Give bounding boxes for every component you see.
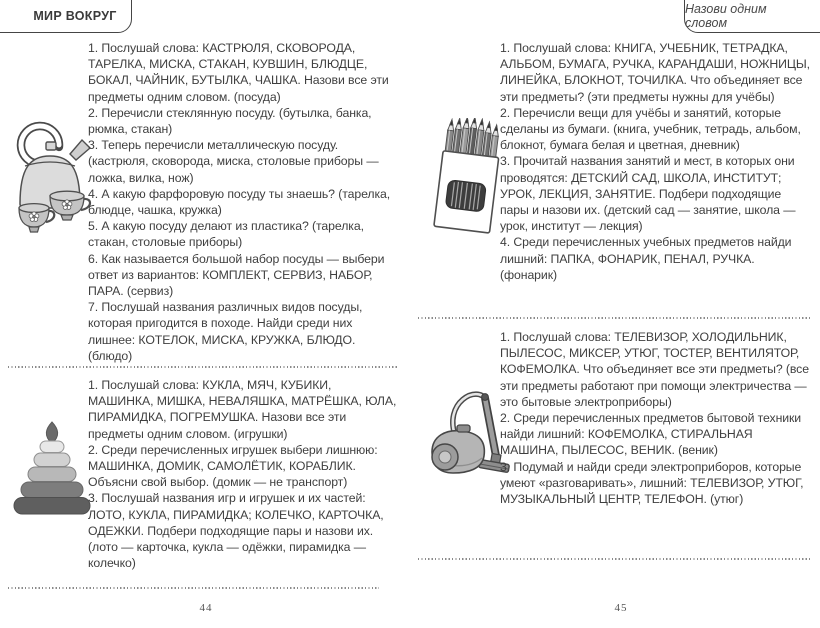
dashed-divider xyxy=(8,587,379,589)
vacuum-cleaner-illustration xyxy=(424,382,510,480)
exercise-item: 1. Послушай слова: ТЕЛЕВИЗОР, ХОЛОДИЛЬНИК, ПЫЛЕСОС, МИКСЕР, УТЮГ, ТОСТЕР, ВЕНТИЛЯТОР, КОФЕМОЛКА. Что объединяет все эти предметы? (все эти предметы работают при помощи электричества — это бытовые электроприборы) xyxy=(500,330,809,409)
teapot-icon xyxy=(6,112,94,242)
exercise-section-toys xyxy=(88,377,397,571)
exercise-item: 3. Прочитай названия занятий и мест, в которых они проводятся: ДЕТСКИЙ САД, ШКОЛА, ИНСТИТУТ; УРОК, ЛЕКЦИЯ, ЗАНЯТИЕ. Подбери подходящие пары и назови их. (детский сад — занятие, школа — урок, институт — лекция) xyxy=(500,154,796,234)
exercise-item: 2. Перечисли стеклянную посуду. (бутылка, банка, рюмка, стакан) xyxy=(88,105,372,137)
exercise-item: 4. Среди перечисленных учебных предметов найди лишний: ПАПКА, ФОНАРИК, ПЕНАЛ, РУЧКА. (фонарик) xyxy=(500,235,792,282)
pyramid-toy-illustration xyxy=(12,420,92,516)
exercise-section-dishes xyxy=(88,40,397,364)
exercise-section-appliances xyxy=(500,329,812,507)
exercise-item: 2. Среди перечисленных предметов бытовой техники найди лишний: КОФЕМОЛКА, СТИРАЛЬНАЯ МАШИНА, ПЫЛЕСОС, ВЕНИК. (веник) xyxy=(500,411,802,458)
chapter-title: Назови одним словом xyxy=(685,1,767,30)
teapot-and-teacups-illustration xyxy=(6,112,94,242)
exercise-item: 1. Послушай слова: КАСТРЮЛЯ, СКОВОРОДА, ТАРЕЛКА, МИСКА, СТАКАН, КУВШИН, БЛЮДЦЕ, БОКАЛ, ЧАЙНИК, БУТЫЛКА, ЧАШКА. Назови все эти предметы одним словом. (посуда) xyxy=(88,41,389,104)
series-title: МИР ВОКРУГ xyxy=(33,8,117,23)
dashed-divider xyxy=(8,366,397,368)
pencil-box-illustration xyxy=(428,118,510,236)
dashed-divider xyxy=(418,558,812,560)
pyramid-toy-icon xyxy=(12,420,92,516)
exercise-item: 3. Послушай названия игр и игрушек и их частей: ЛОТО, КУКЛА, ПИРАМИДКА; КОЛЕЧКО, КАРТОЧКА, ОДЕЖКИ. Подбери подходящие пары и назови их. (лото — карточка, кукла — одёжки, пирамидка — колечко) xyxy=(88,491,384,571)
exercise-item: 7. Послушай названия различных видов посуды, которая пригодится в походе. Найди среди них лишнее: КОТЕЛОК, МИСКА, КРУЖКА, БЛЮДО. (блюдо) xyxy=(88,300,363,363)
series-title-tab xyxy=(0,0,132,33)
exercise-item: 3. Теперь перечисли металлическую посуду. (кастрюля, сковорода, миска, столовые приборы — ложка, вилка, нож) xyxy=(88,138,379,185)
exercise-item: 5. А какую посуду делают из пластика? (тарелка, стакан, столовые приборы) xyxy=(88,219,364,250)
chapter-title-tab xyxy=(684,0,820,33)
dashed-divider xyxy=(418,317,812,319)
exercise-item: 3. Подумай и найди среди электроприборов, которые умеют «разговаривать», лишний: ТЕЛЕВИЗОР, УТЮГ, МУЗЫКАЛЬНЫЙ ЦЕНТР, ТЕЛЕФОН. (утюг) xyxy=(500,459,804,507)
exercise-item: 4. А какую фарфоровую посуду ты знаешь? (тарелка, блюдце, чашка, кружка) xyxy=(88,186,391,218)
vacuum-cleaner-icon xyxy=(424,382,510,480)
exercise-item: 1. Послушай слова: КНИГА, УЧЕБНИК, ТЕТРАДКА, АЛЬБОМ, БУМАГА, РУЧКА, КАРАНДАШИ, НОЖНИЦЫ, ЛИНЕЙКА, БЛОКНОТ, ТОЧИЛКА. Что объединяет все эти предметы? (эти предметы нужны для учёбы) xyxy=(500,41,810,104)
page-number-right: 45 xyxy=(614,602,628,614)
exercise-item: 6. Как называется большой набор посуды — выбери ответ из вариантов: КОМПЛЕКТ, СЕРВИЗ, НАБОР, ПАРА. (сервиз) xyxy=(88,251,385,299)
exercise-item: 1. Послушай слова: КУКЛА, МЯЧ, КУБИКИ, МАШИНКА, МИШКА, НЕВАЛЯШКА, МАТРЁШКА, ЮЛА, ПИРАМИДКА, ПОГРЕМУШКА. Назови все эти предметы одним словом. (игрушки) xyxy=(88,378,397,441)
exercise-section-school xyxy=(500,40,812,283)
page-number-left: 44 xyxy=(199,602,213,614)
exercise-item: 2. Перечисли вещи для учёбы и занятий, которые сделаны из бумаги. (книга, учебник, тетрадь, альбом, блокнот, бумага белая и цветная, дневник) xyxy=(500,105,801,153)
exercise-item: 2. Среди перечисленных игрушек выбери лишнюю: МАШИНКА, ДОМИК, САМОЛЁТИК, КОРАБЛИК. Объясни свой выбор. (домик — не транспорт) xyxy=(88,442,378,490)
pencil-box-icon xyxy=(428,118,510,236)
